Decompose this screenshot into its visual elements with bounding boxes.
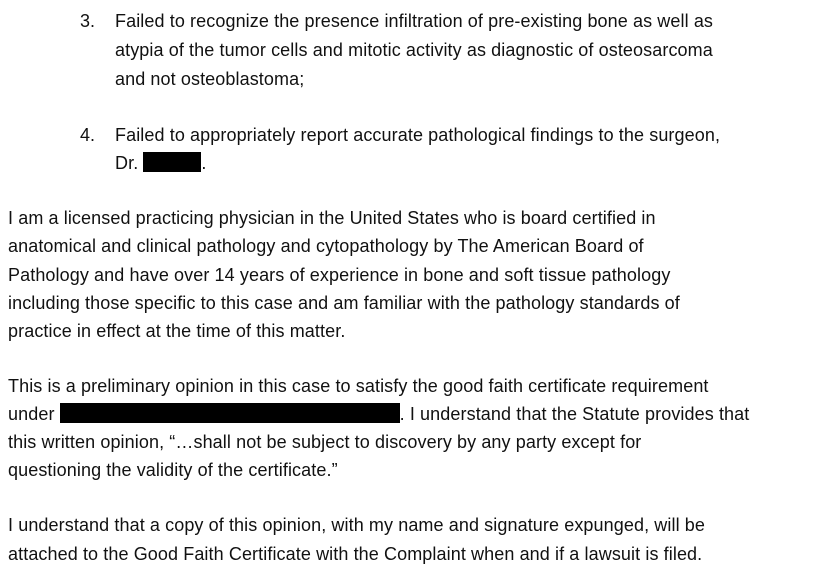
list-item-3-line-1: Failed to recognize the presence infiltration of pre-existing bone as well as: [115, 11, 714, 31]
list-number-4: 4.: [80, 125, 96, 145]
paragraph-1-line-3: Pathology and have over 14 years of experience in bone and soft tissue pathology: [8, 265, 671, 285]
paragraph-2-line-2: [8, 401, 749, 428]
paragraph-2-line-1: This is a preliminary opinion in this case to satisfy the good faith certificate requirement: [8, 376, 709, 396]
paragraph-1-line-4: including those specific to this case and am familiar with the pathology standards of: [8, 293, 680, 313]
doctor-prefix: Dr.: [115, 153, 139, 173]
list-item-3-line-3: and not osteoblastoma;: [115, 69, 305, 89]
list-item-3-line-2: atypia of the tumor cells and mitotic activity as diagnostic of osteosarcoma: [115, 40, 713, 60]
paragraph-3-line-1: I understand that a copy of this opinion, with my name and signature expunged, will be: [8, 515, 706, 535]
under-prefix: under: [8, 404, 55, 424]
list-item-4-line-1: Failed to appropriately report accurate pathological findings to the surgeon,: [115, 125, 721, 145]
paragraph-2-line-4: questioning the validity of the certificate.”: [8, 460, 338, 480]
doctor-suffix: .: [201, 153, 207, 173]
redacted-surgeon-name: [143, 152, 201, 172]
paragraph-1-line-5: practice in effect at the time of this matter.: [8, 321, 346, 341]
list-item-4-line-2: [115, 150, 207, 177]
redacted-statute: [60, 403, 400, 423]
statute-suffix: . I understand that the Statute provides that: [399, 404, 750, 424]
paragraph-2-line-3: this written opinion, “…shall not be subject to discovery by any party except for: [8, 432, 642, 452]
list-number-3: 3.: [80, 11, 96, 31]
paragraph-3-line-2: attached to the Good Faith Certificate with the Complaint when and if a lawsuit is filed.: [8, 544, 703, 564]
paragraph-1-line-2: anatomical and clinical pathology and cytopathology by The American Board of: [8, 236, 644, 256]
paragraph-1-line-1: I am a licensed practicing physician in the United States who is board certified in: [8, 208, 656, 228]
